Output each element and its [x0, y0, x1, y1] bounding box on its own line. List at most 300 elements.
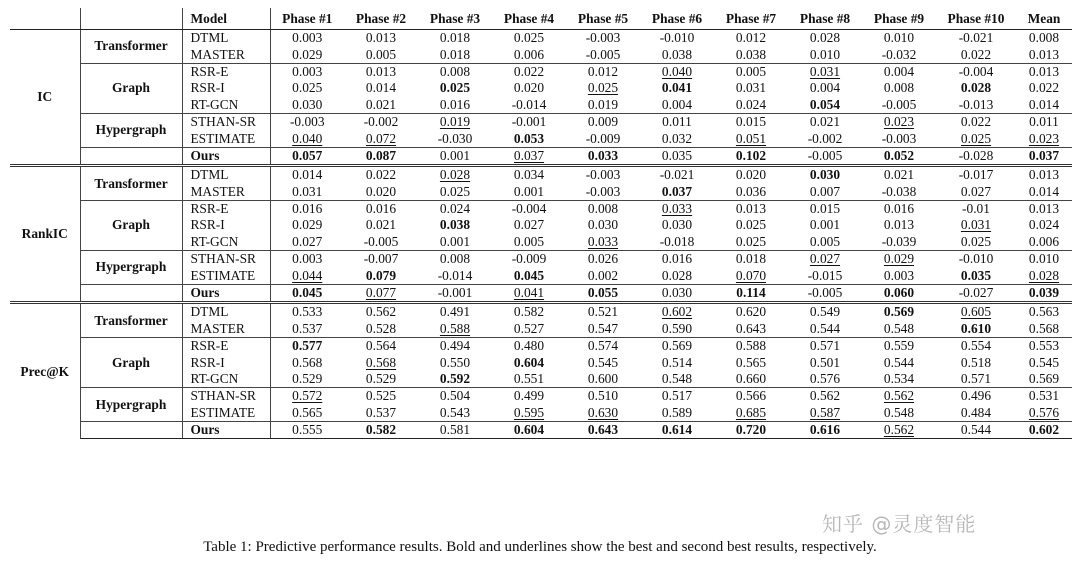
mean-cell: 0.602 [1016, 421, 1072, 438]
value-cell: 0.035 [640, 147, 714, 165]
value-cell: 0.006 [513, 46, 545, 62]
mean-cell: 0.531 [1016, 388, 1072, 405]
value-cell: 0.005 [365, 46, 397, 62]
model-name: ESTIMATE [182, 130, 270, 147]
header-metric-cell [10, 8, 80, 30]
value-cell: 0.032 [661, 130, 693, 146]
value-cell: -0.039 [881, 233, 917, 249]
value-cell: 0.018 [439, 30, 471, 46]
value-cell: 0.514 [661, 354, 693, 370]
value-cell: 0.070 [735, 267, 767, 283]
family-label: Transformer [80, 303, 182, 338]
value-cell: 0.590 [661, 320, 693, 336]
mean-cell: 0.008 [1028, 30, 1060, 46]
value-cell: 0.079 [365, 267, 397, 283]
value-cell: 0.023 [862, 113, 936, 130]
value-cell: 0.033 [587, 233, 619, 249]
value-cell: 0.566 [714, 388, 788, 405]
mean-cell: 0.014 [1028, 96, 1060, 112]
value-cell: 0.496 [936, 388, 1016, 405]
ours-row [10, 421, 1072, 438]
value-cell: 0.040 [292, 130, 323, 146]
value-cell: 0.057 [270, 147, 344, 165]
ours-row [10, 147, 1072, 165]
value-cell: 0.041 [661, 80, 693, 96]
value-cell: 0.529 [365, 371, 397, 386]
value-cell: 0.010 [883, 30, 915, 46]
model-name: STHAN-SR [182, 113, 270, 130]
value-cell: -0.002 [807, 130, 843, 146]
value-cell: 0.544 [809, 320, 841, 336]
value-cell: 0.055 [566, 284, 640, 302]
value-cell: 0.484 [960, 404, 992, 420]
value-cell: 0.020 [365, 183, 397, 199]
value-cell: -0.003 [585, 183, 621, 199]
value-cell: 0.022 [492, 63, 566, 80]
header-phase-4: Phase #4 [492, 8, 566, 30]
value-cell: 0.037 [492, 147, 566, 165]
value-cell: 0.024 [418, 200, 492, 217]
value-cell: 0.550 [439, 354, 471, 370]
value-cell: 0.001 [418, 147, 492, 165]
model-name: MASTER [182, 321, 270, 338]
value-cell: 0.045 [270, 284, 344, 302]
value-cell: 0.016 [344, 200, 418, 217]
value-cell: 0.660 [735, 371, 767, 386]
family-label: Hypergraph [80, 388, 182, 422]
value-cell: 0.025 [587, 80, 619, 96]
value-cell: 0.041 [492, 284, 566, 302]
value-cell: 0.616 [788, 421, 862, 438]
value-cell: -0.013 [958, 96, 994, 112]
value-cell: 0.031 [735, 80, 767, 96]
value-cell: 0.044 [292, 267, 323, 283]
value-cell: 0.548 [661, 371, 693, 386]
mean-cell: 0.013 [1016, 166, 1072, 184]
value-cell: 0.572 [270, 388, 344, 405]
value-cell: -0.005 [788, 147, 862, 165]
value-cell: 0.029 [862, 251, 936, 268]
mean-cell: 0.576 [1028, 404, 1060, 420]
mean-cell: 0.011 [1016, 113, 1072, 130]
table-caption: Table 1: Predictive performance results. Bold and underlines show the best and second best results, respectively. [203, 539, 877, 555]
model-name: STHAN-SR [182, 251, 270, 268]
value-cell: 0.029 [292, 217, 323, 233]
mean-cell: 0.014 [1028, 183, 1060, 199]
value-cell: 0.605 [936, 303, 1016, 321]
mean-cell: 0.553 [1016, 338, 1072, 355]
header-phase-8: Phase #8 [788, 8, 862, 30]
value-cell: -0.032 [881, 46, 917, 62]
mean-cell: 0.010 [1016, 251, 1072, 268]
value-cell: 0.038 [661, 46, 693, 62]
value-cell: 0.525 [344, 388, 418, 405]
value-cell: -0.009 [585, 130, 621, 146]
value-cell: -0.015 [807, 267, 843, 283]
value-cell: 0.053 [513, 130, 545, 146]
value-cell: 0.528 [365, 320, 397, 336]
value-cell: 0.087 [344, 147, 418, 165]
value-cell: 0.025 [439, 183, 471, 199]
value-cell: 0.031 [788, 63, 862, 80]
value-cell: 0.568 [365, 354, 397, 370]
value-cell: 0.010 [809, 46, 841, 62]
value-cell: 0.001 [439, 233, 471, 249]
value-cell: 0.008 [418, 63, 492, 80]
value-cell: 0.003 [883, 267, 915, 283]
table-row [10, 388, 1072, 405]
value-cell: 0.018 [714, 251, 788, 268]
value-cell: 0.480 [492, 338, 566, 355]
model-name: MASTER [182, 184, 270, 201]
value-cell: 0.052 [862, 147, 936, 165]
mean-cell: 0.006 [1028, 233, 1060, 249]
value-cell: 0.011 [640, 113, 714, 130]
value-cell: 0.547 [587, 320, 619, 336]
value-cell: 0.030 [788, 166, 862, 184]
value-cell: 0.643 [566, 421, 640, 438]
value-cell: 0.021 [788, 113, 862, 130]
family-blank-cell [80, 421, 182, 438]
value-cell: 0.025 [735, 233, 767, 249]
value-cell: 0.562 [344, 303, 418, 321]
value-cell: -0.004 [492, 200, 566, 217]
value-cell: 0.548 [883, 404, 915, 420]
mean-cell: 0.028 [1028, 267, 1060, 283]
value-cell: -0.005 [363, 233, 399, 249]
value-cell: 0.005 [714, 63, 788, 80]
value-cell: -0.028 [936, 147, 1016, 165]
header-phase-10: Phase #10 [936, 8, 1016, 30]
value-cell: 0.527 [513, 320, 545, 336]
value-cell: 0.537 [365, 404, 397, 420]
value-cell: 0.576 [809, 371, 841, 386]
value-cell: 0.040 [640, 63, 714, 80]
value-cell: 0.030 [292, 96, 323, 112]
value-cell: -0.003 [566, 166, 640, 184]
value-cell: -0.014 [437, 267, 473, 283]
value-cell: -0.004 [936, 63, 1016, 80]
header-phase-5: Phase #5 [566, 8, 640, 30]
value-cell: 0.569 [640, 338, 714, 355]
mean-cell: 0.013 [1016, 63, 1072, 80]
value-cell: -0.003 [270, 113, 344, 130]
value-cell: 0.602 [640, 303, 714, 321]
value-cell: 0.544 [936, 421, 1016, 438]
value-cell: 0.007 [809, 183, 841, 199]
value-cell: 0.610 [960, 320, 992, 336]
value-cell: 0.031 [960, 217, 992, 233]
value-cell: 0.604 [513, 354, 545, 370]
value-cell: -0.005 [881, 96, 917, 112]
value-cell: 0.033 [640, 200, 714, 217]
value-cell: -0.01 [936, 200, 1016, 217]
value-cell: 0.543 [439, 404, 471, 420]
value-cell: 0.581 [418, 421, 492, 438]
value-cell: 0.045 [513, 267, 545, 283]
value-cell: -0.005 [788, 284, 862, 302]
value-cell: 0.004 [661, 96, 693, 112]
model-name: RT-GCN [182, 97, 270, 114]
value-cell: 0.582 [344, 421, 418, 438]
table-row [10, 113, 1072, 130]
model-name: RSR-I [182, 217, 270, 233]
value-cell: 0.582 [492, 303, 566, 321]
value-cell: 0.720 [714, 421, 788, 438]
value-cell: 0.012 [735, 30, 767, 46]
value-cell: 0.114 [714, 284, 788, 302]
model-name: Ours [182, 421, 270, 438]
model-name: RSR-I [182, 354, 270, 370]
value-cell: 0.028 [960, 80, 992, 96]
value-cell: 0.102 [714, 147, 788, 165]
mean-cell: 0.022 [1028, 80, 1060, 96]
header-phase-2: Phase #2 [344, 8, 418, 30]
value-cell: 0.020 [714, 166, 788, 184]
mean-cell: 0.039 [1016, 284, 1072, 302]
value-cell: 0.003 [270, 251, 344, 268]
family-label: Transformer [80, 30, 182, 64]
model-name: RSR-E [182, 63, 270, 80]
value-cell: 0.014 [365, 80, 397, 96]
value-cell: 0.533 [270, 303, 344, 321]
model-name: DTML [182, 166, 270, 184]
value-cell: 0.016 [640, 251, 714, 268]
value-cell: 0.504 [418, 388, 492, 405]
value-cell: 0.015 [788, 200, 862, 217]
table-row [10, 303, 1072, 321]
results-table-body [10, 8, 1072, 439]
family-label: Transformer [80, 166, 182, 201]
value-cell: 0.494 [418, 338, 492, 355]
table-row [10, 338, 1072, 355]
table-row [10, 251, 1072, 268]
family-label: Hypergraph [80, 113, 182, 147]
value-cell: 0.564 [344, 338, 418, 355]
value-cell: 0.620 [714, 303, 788, 321]
value-cell: 0.545 [587, 354, 619, 370]
value-cell: 0.013 [344, 63, 418, 80]
value-cell: 0.009 [566, 113, 640, 130]
value-cell: 0.030 [661, 217, 693, 233]
value-cell: 0.008 [418, 251, 492, 268]
value-cell: 0.004 [862, 63, 936, 80]
value-cell: 0.028 [661, 267, 693, 283]
header-row [10, 8, 1072, 30]
model-name: ESTIMATE [182, 267, 270, 284]
value-cell: 0.031 [292, 183, 323, 199]
model-name: RSR-I [182, 80, 270, 96]
value-cell: 0.016 [862, 200, 936, 217]
family-label: Graph [80, 63, 182, 113]
model-name: MASTER [182, 46, 270, 63]
value-cell: 0.025 [960, 233, 992, 249]
value-cell: 0.036 [735, 183, 767, 199]
value-cell: 0.027 [513, 217, 545, 233]
mean-cell: 0.563 [1016, 303, 1072, 321]
value-cell: 0.588 [714, 338, 788, 355]
value-cell: 0.027 [292, 233, 323, 249]
value-cell: 0.014 [270, 166, 344, 184]
model-name: STHAN-SR [182, 388, 270, 405]
value-cell: 0.562 [862, 388, 936, 405]
metric-label: IC [10, 30, 80, 166]
value-cell: -0.003 [881, 130, 917, 146]
value-cell: -0.027 [936, 284, 1016, 302]
value-cell: -0.007 [344, 251, 418, 268]
value-cell: 0.035 [960, 267, 992, 283]
value-cell: 0.025 [292, 80, 323, 96]
value-cell: -0.001 [418, 284, 492, 302]
model-name: RT-GCN [182, 371, 270, 388]
value-cell: 0.534 [883, 371, 915, 386]
value-cell: 0.020 [513, 80, 545, 96]
metric-label: Prec@K [10, 303, 80, 439]
results-table [10, 8, 1072, 439]
value-cell: -0.021 [958, 30, 994, 46]
value-cell: 0.054 [809, 96, 841, 112]
value-cell: 0.571 [788, 338, 862, 355]
value-cell: 0.026 [566, 251, 640, 268]
value-cell: 0.005 [513, 233, 545, 249]
value-cell: 0.643 [735, 320, 767, 336]
value-cell: 0.562 [862, 421, 936, 438]
value-cell: 0.565 [735, 354, 767, 370]
value-cell: -0.009 [492, 251, 566, 268]
value-cell: 0.510 [566, 388, 640, 405]
family-blank-cell [80, 284, 182, 302]
header-phase-9: Phase #9 [862, 8, 936, 30]
value-cell: 0.569 [862, 303, 936, 321]
header-phase-7: Phase #7 [714, 8, 788, 30]
value-cell: 0.604 [492, 421, 566, 438]
value-cell: 0.077 [344, 284, 418, 302]
value-cell: 0.501 [809, 354, 841, 370]
value-cell: -0.017 [936, 166, 1016, 184]
value-cell: 0.051 [735, 130, 767, 146]
model-name: Ours [182, 284, 270, 302]
value-cell: 0.038 [439, 217, 471, 233]
model-name: ESTIMATE [182, 405, 270, 422]
value-cell: 0.554 [936, 338, 1016, 355]
value-cell: 0.537 [292, 320, 323, 336]
watermark: 知乎 @灵度智能 [822, 512, 977, 536]
value-cell: 0.037 [661, 183, 693, 199]
value-cell: 0.521 [566, 303, 640, 321]
value-cell: 0.013 [714, 200, 788, 217]
value-cell: 0.005 [809, 233, 841, 249]
value-cell: 0.013 [883, 217, 915, 233]
value-cell: 0.551 [513, 371, 545, 386]
value-cell: 0.002 [587, 267, 619, 283]
value-cell: 0.013 [365, 30, 397, 46]
value-cell: 0.021 [365, 217, 397, 233]
value-cell: 0.015 [714, 113, 788, 130]
mean-cell: 0.037 [1016, 147, 1072, 165]
value-cell: 0.565 [292, 404, 323, 420]
value-cell: 0.571 [960, 371, 992, 386]
value-cell: 0.022 [960, 46, 992, 62]
value-cell: 0.030 [587, 217, 619, 233]
ours-row [10, 284, 1072, 302]
value-cell: 0.012 [566, 63, 640, 80]
value-cell: 0.004 [809, 80, 841, 96]
value-cell: 0.555 [270, 421, 344, 438]
value-cell: -0.002 [344, 113, 418, 130]
value-cell: 0.003 [270, 63, 344, 80]
value-cell: 0.016 [439, 96, 471, 112]
value-cell: -0.003 [585, 30, 621, 46]
value-cell: 0.027 [788, 251, 862, 268]
model-name: DTML [182, 30, 270, 47]
value-cell: 0.574 [566, 338, 640, 355]
model-name: RT-GCN [182, 234, 270, 251]
value-cell: 0.548 [883, 320, 915, 336]
mean-cell: 0.013 [1028, 46, 1060, 62]
value-cell: 0.025 [960, 130, 992, 146]
header-phase-1: Phase #1 [270, 8, 344, 30]
family-label: Graph [80, 200, 182, 250]
value-cell: -0.030 [437, 130, 473, 146]
table-row [10, 63, 1072, 80]
value-cell: -0.010 [936, 251, 1016, 268]
mean-cell: 0.568 [1028, 320, 1060, 336]
value-cell: -0.018 [659, 233, 695, 249]
value-cell: 0.027 [960, 183, 992, 199]
value-cell: 0.033 [566, 147, 640, 165]
value-cell: 0.025 [735, 217, 767, 233]
value-cell: 0.549 [788, 303, 862, 321]
value-cell: 0.630 [587, 404, 619, 420]
model-name: Ours [182, 147, 270, 165]
value-cell: -0.001 [492, 113, 566, 130]
value-cell: 0.028 [418, 166, 492, 184]
value-cell: 0.008 [883, 80, 915, 96]
value-cell: 0.025 [439, 80, 471, 96]
model-name: DTML [182, 303, 270, 321]
value-cell: 0.499 [492, 388, 566, 405]
value-cell: 0.595 [513, 404, 545, 420]
value-cell: 0.568 [292, 354, 323, 370]
value-cell: 0.600 [587, 371, 619, 386]
value-cell: 0.001 [513, 183, 545, 199]
value-cell: 0.001 [809, 217, 841, 233]
value-cell: 0.008 [566, 200, 640, 217]
value-cell: 0.588 [439, 320, 471, 336]
value-cell: 0.022 [344, 166, 418, 184]
value-cell: 0.019 [587, 96, 619, 112]
table-row [10, 200, 1072, 217]
model-name: RSR-E [182, 200, 270, 217]
value-cell: 0.021 [862, 166, 936, 184]
value-cell: 0.562 [788, 388, 862, 405]
table-row [10, 166, 1072, 184]
value-cell: 0.060 [862, 284, 936, 302]
value-cell: 0.024 [735, 96, 767, 112]
header-family-cell [80, 8, 182, 30]
value-cell: 0.038 [735, 46, 767, 62]
value-cell: 0.018 [439, 46, 471, 62]
header-phase-6: Phase #6 [640, 8, 714, 30]
value-cell: 0.544 [883, 354, 915, 370]
value-cell: -0.014 [511, 96, 547, 112]
mean-cell: 0.569 [1028, 371, 1060, 386]
header-phase-3: Phase #3 [418, 8, 492, 30]
mean-cell: 0.024 [1028, 217, 1060, 233]
value-cell: 0.592 [439, 371, 471, 386]
family-blank-cell [80, 147, 182, 165]
header-mean: Mean [1016, 8, 1072, 30]
